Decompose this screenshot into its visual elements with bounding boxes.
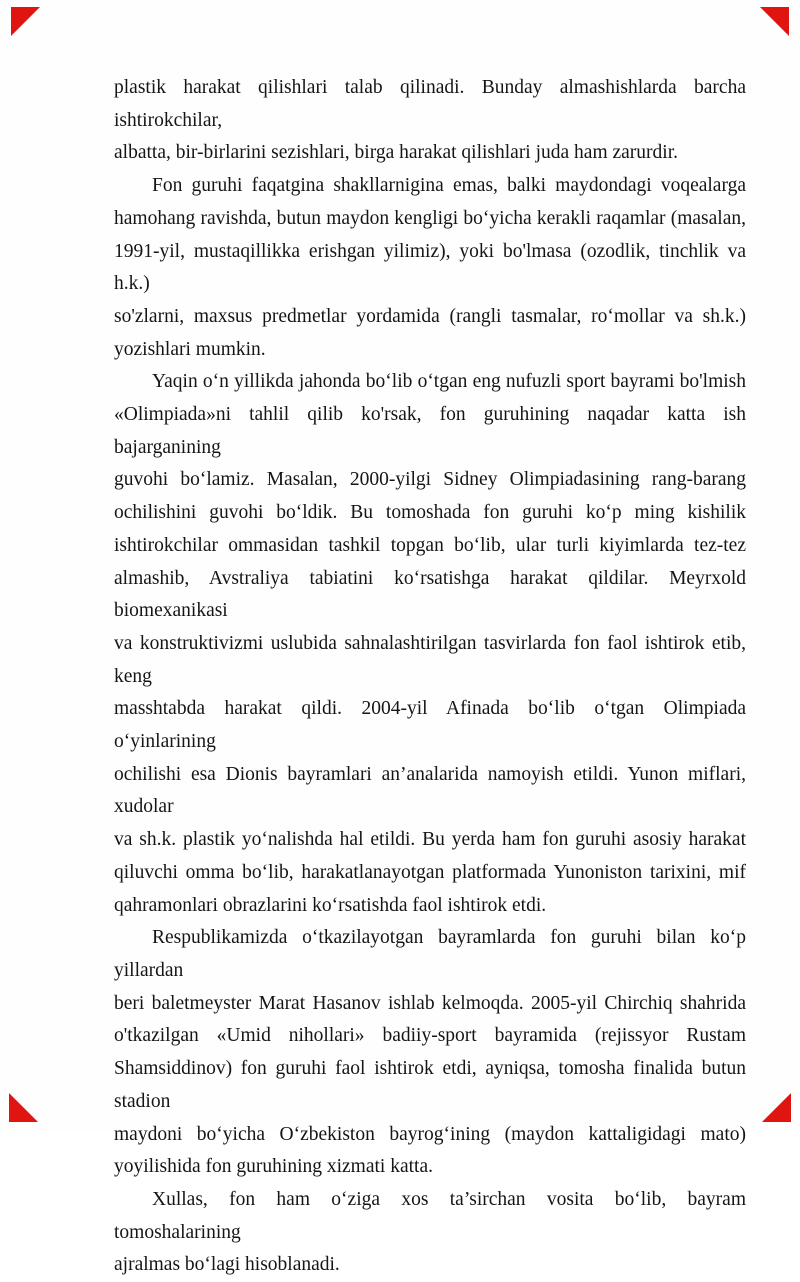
text-line: ishtirokchilar ommasidan tashkil topgan bo‘lib, ular turli kiyimlarda tez-tez — [114, 534, 746, 556]
red-corner-mark-bottom-left-icon — [9, 1093, 38, 1122]
text-line: ochilishini guvohi bo‘ldik. Bu tomoshada fon guruhi ko‘p ming kishilik — [114, 502, 746, 524]
text-line: hamohang ravishda, butun maydon kengligi bo‘yicha kerakli raqamlar (masalan, — [114, 207, 746, 229]
text-line: almashib, Avstraliya tabiatini ko‘rsatishga harakat qildilar. Meyrxold biomexanikasi — [114, 567, 746, 622]
text-line: ochilishi esa Dionis bayramlari an’analarida namoyish etildi. Yunon miflari, xudolar — [114, 763, 746, 818]
text-line: beri baletmeyster Marat Hasanov ishlab kelmoqda. 2005-yil Chirchiq shahrida — [114, 992, 746, 1014]
text-line: yozishlari mumkin. — [114, 338, 266, 360]
paragraph-continuation — [114, 72, 746, 170]
text-line: albatta, bir-birlarini sezishlari, birga harakat qilishlari juda ham zarurdir. — [114, 142, 679, 164]
paragraph-olimpiada — [114, 366, 746, 922]
text-line: Xullas, fon ham o‘ziga xos ta’sirchan vosita bo‘lib, bayram tomoshalarining — [114, 1188, 746, 1243]
text-line: va konstruktivizmi uslubida sahnalashtirilgan tasvirlarda fon faol ishtirok etib, keng — [114, 632, 746, 687]
text-line: qahramonlari obrazlarini ko‘rsatishda faol ishtirok etdi. — [114, 894, 547, 916]
text-line: so'zlarni, maxsus predmetlar yordamida (rangli tasmalar, ro‘mollar va sh.k.) — [114, 305, 746, 327]
text-line: yoyilishida fon guruhining xizmati katta. — [114, 1156, 433, 1178]
document-text — [114, 72, 746, 1282]
text-line: qiluvchi omma bo‘lib, harakatlanayotgan platformada Yunoniston tarixini, mif — [114, 861, 746, 883]
paragraph-xullas — [114, 1184, 746, 1282]
red-corner-mark-bottom-right-icon — [762, 1093, 791, 1122]
paragraph-respublika — [114, 922, 746, 1184]
text-line: maydoni bo‘yicha O‘zbekiston bayrog‘ining (maydon kattaligidagi mato) — [114, 1123, 746, 1145]
text-line: guvohi bo‘lamiz. Masalan, 2000-yilgi Sidney Olimpiadasining rang-barang — [114, 469, 746, 491]
text-line: Fon guruhi faqatgina shakllarnigina emas, balki maydondagi voqealarga — [152, 175, 746, 197]
paragraph-fon-guruhi — [114, 170, 746, 366]
red-corner-mark-top-left-icon — [11, 7, 40, 36]
text-line: ajralmas bo‘lagi hisoblanadi. — [114, 1254, 340, 1276]
text-line: 1991-yil, mustaqillikka erishgan yilimiz), yoki bo'lmasa (ozodlik, tinchlik va h.k.) — [114, 240, 746, 295]
text-line: va sh.k. plastik yo‘nalishda hal etildi. Bu yerda ham fon guruhi asosiy harakat — [114, 829, 746, 851]
text-line: o'tkazilgan «Umid nihollari» badiiy-sport bayramida (rejissyor Rustam — [114, 1025, 746, 1047]
text-line: «Olimpiada»ni tahlil qilib ko'rsak, fon guruhining naqadar katta ish bajarganining — [114, 404, 746, 458]
text-line: Yaqin o‘n yillikda jahonda bo‘lib o‘tgan eng nufuzli sport bayrami bo'lmish — [152, 371, 746, 393]
text-line: plastik harakat qilishlari talab qilinadi. Bunday almashishlarda barcha ishtirokchilar, — [114, 77, 746, 131]
red-corner-mark-top-right-icon — [760, 7, 789, 36]
text-line: Respublikamizda o‘tkazilayotgan bayramlarda fon guruhi bilan ko‘p yillardan — [114, 927, 746, 981]
text-line: masshtabda harakat qildi. 2004-yil Afinada bo‘lib o‘tgan Olimpiada o‘yinlarining — [114, 698, 746, 753]
text-line: Shamsiddinov) fon guruhi faol ishtirok etdi, ayniqsa, tomosha finalida butun stadion — [114, 1058, 746, 1112]
